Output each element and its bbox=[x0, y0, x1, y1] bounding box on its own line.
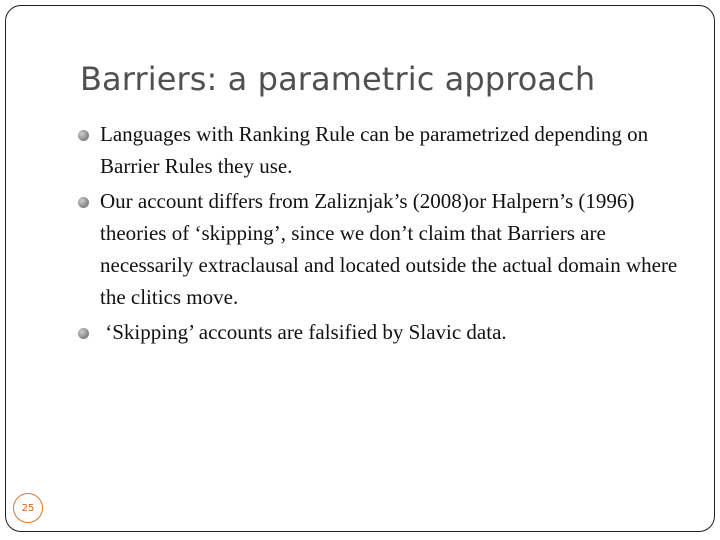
bullet-dot-icon bbox=[78, 328, 89, 339]
bullet-dot-icon bbox=[78, 197, 89, 208]
page-number-badge bbox=[13, 493, 43, 523]
bullet-item bbox=[78, 118, 688, 182]
bullet-text: ‘Skipping’ accounts are falsified by Slavic data. bbox=[100, 320, 507, 344]
bullet-text: Our account differs from Zaliznjak’s (2008)or Halpern’s (1996) theories of ‘skipping’, since we don’t claim that Barriers are necessarily extraclausal and located outside the actual domain where the clitics move. bbox=[100, 189, 678, 309]
bullet-list bbox=[78, 118, 688, 351]
page-number: 25 bbox=[21, 502, 35, 514]
bullet-item bbox=[78, 185, 688, 313]
bullet-item bbox=[78, 316, 688, 348]
slide-title: Barriers: a parametric approach bbox=[80, 60, 596, 98]
bullet-text: Languages with Ranking Rule can be parametrized depending on Barrier Rules they use. bbox=[100, 122, 649, 178]
bullet-dot-icon bbox=[78, 130, 89, 141]
